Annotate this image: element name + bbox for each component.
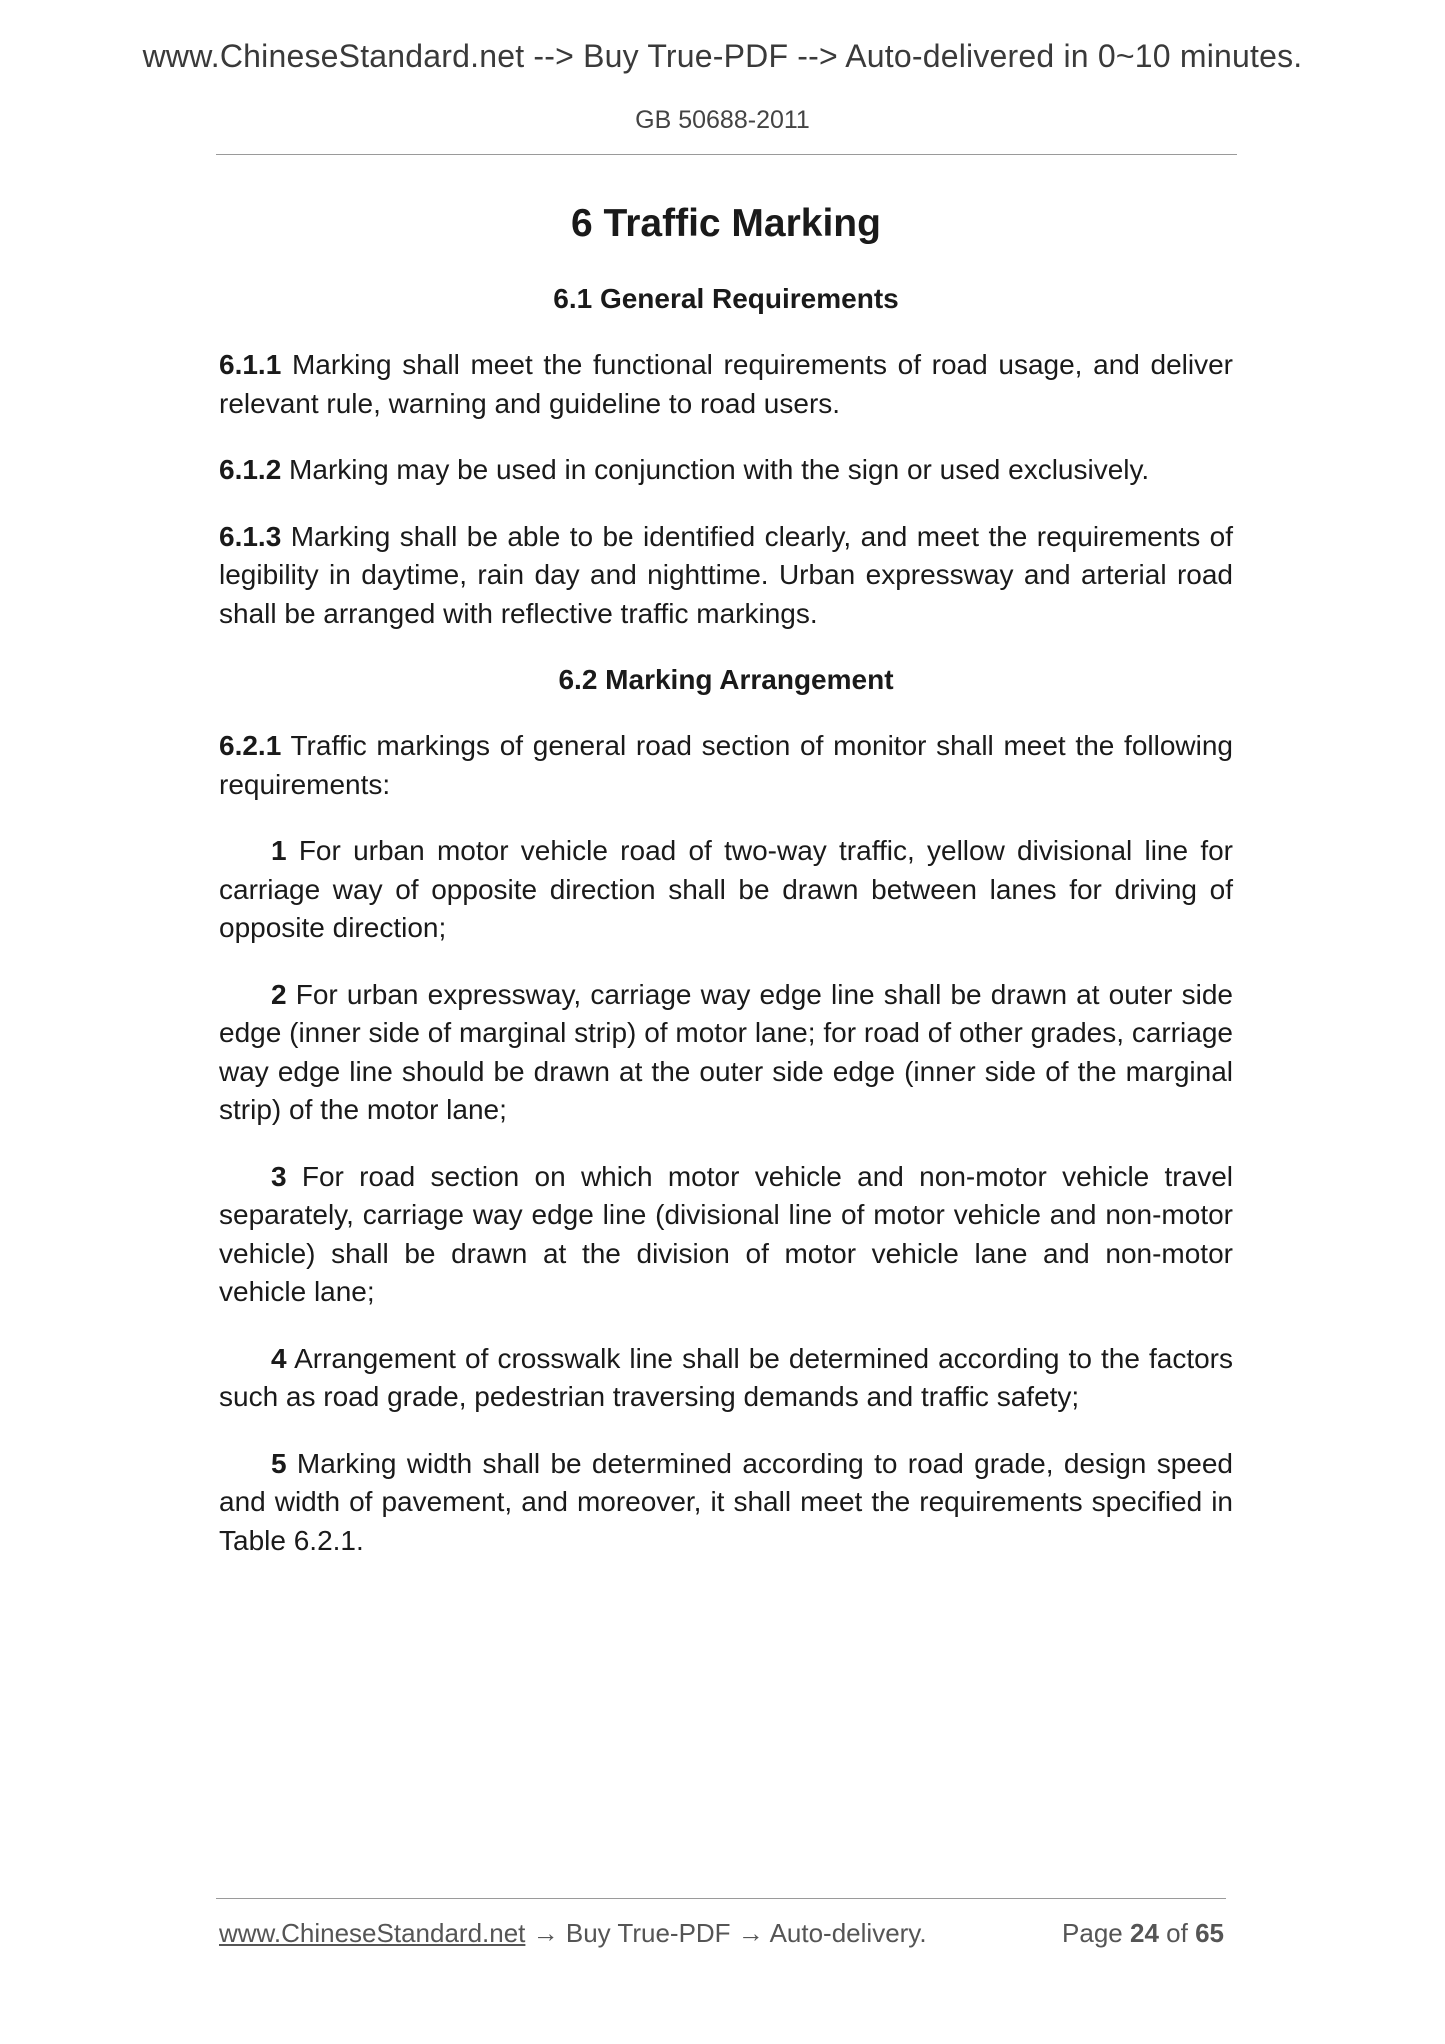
- page-label: Page: [1062, 1918, 1123, 1948]
- clause-text: Marking shall be able to be identified clearly, and meet the requirements of legibility in daytime, rain day and nighttime. Urban expressway and arterial road shall be arranged with reflective traffic markings.: [219, 520, 1233, 629]
- list-item: [219, 976, 1233, 1130]
- list-item: [219, 832, 1233, 948]
- page-footer: [219, 1918, 1224, 1949]
- item-number: 3: [271, 1160, 287, 1192]
- document-body: [219, 196, 1233, 1588]
- clause-text: Traffic markings of general road section of monitor shall meet the following requirements:: [219, 730, 1233, 800]
- section-title-6-1: 6.1 General Requirements: [553, 283, 899, 314]
- item-text: Arrangement of crosswalk line shall be determined according to the factors such as road grade, pedestrian traversing demands and traffic safety;: [219, 1342, 1233, 1412]
- page-total: 65: [1195, 1918, 1224, 1948]
- clause-number: 6.1.1: [219, 349, 282, 380]
- footer-tagline: → Buy True-PDF → Auto-delivery.: [525, 1918, 927, 1948]
- page-indicator: [1062, 1918, 1224, 1949]
- header-divider: [216, 154, 1237, 155]
- footer-divider: [216, 1898, 1226, 1899]
- list-item: [219, 1158, 1233, 1312]
- clause-6-1-3: [219, 518, 1233, 634]
- header-banner: www.ChineseStandard.net --> Buy True-PDF --> Auto-delivered in 0~10 minutes.: [142, 38, 1303, 74]
- clause-text: Marking may be used in conjunction with the sign or used exclusively.: [281, 454, 1150, 485]
- clause-text: Marking shall meet the functional requirements of road usage, and deliver relevant rule, warning and guideline to road users.: [219, 349, 1233, 419]
- item-number: 5: [271, 1447, 287, 1479]
- item-text: Marking width shall be determined according to road grade, design speed and width of pavement, and moreover, it shall meet the requirements specified in Table 6.2.1.: [219, 1447, 1233, 1556]
- standard-code: GB 50688-2011: [635, 106, 810, 134]
- clause-6-2-1: [219, 727, 1233, 804]
- footer-site-link[interactable]: www.ChineseStandard.net: [219, 1918, 526, 1948]
- item-text: For urban expressway, carriage way edge line shall be drawn at outer side edge (inner side of marginal strip) of motor lane; for road of other grades, carriage way edge line should be drawn at the outer side edge (inner side of the marginal strip) of the motor lane;: [219, 978, 1233, 1125]
- clause-number: 6.1.3: [219, 520, 282, 552]
- footer-left: [219, 1918, 927, 1949]
- clause-6-1-1: [219, 346, 1233, 423]
- clause-number: 6.1.2: [219, 454, 282, 485]
- clause-6-1-2: [219, 451, 1233, 490]
- list-item: [219, 1445, 1233, 1561]
- section-title-6-2: 6.2 Marking Arrangement: [558, 664, 894, 695]
- item-text: For road section on which motor vehicle and non-motor vehicle travel separately, carriage way edge line (divisional line of motor vehicle and non-motor vehicle) shall be drawn at the division of motor vehicle lane and non-motor vehicle lane;: [219, 1160, 1233, 1307]
- item-number: 2: [271, 978, 287, 1010]
- page-current: 24: [1130, 1918, 1159, 1948]
- list-item: [219, 1340, 1233, 1417]
- item-number: 4: [271, 1342, 287, 1374]
- item-number: 1: [271, 835, 287, 866]
- clause-number: 6.2.1: [219, 730, 282, 761]
- page-of-label: of: [1166, 1918, 1188, 1948]
- chapter-title: 6 Traffic Marking: [571, 202, 881, 245]
- item-text: For urban motor vehicle road of two-way traffic, yellow divisional line for carriage way of opposite direction shall be drawn between lanes for driving of opposite direction;: [219, 835, 1233, 943]
